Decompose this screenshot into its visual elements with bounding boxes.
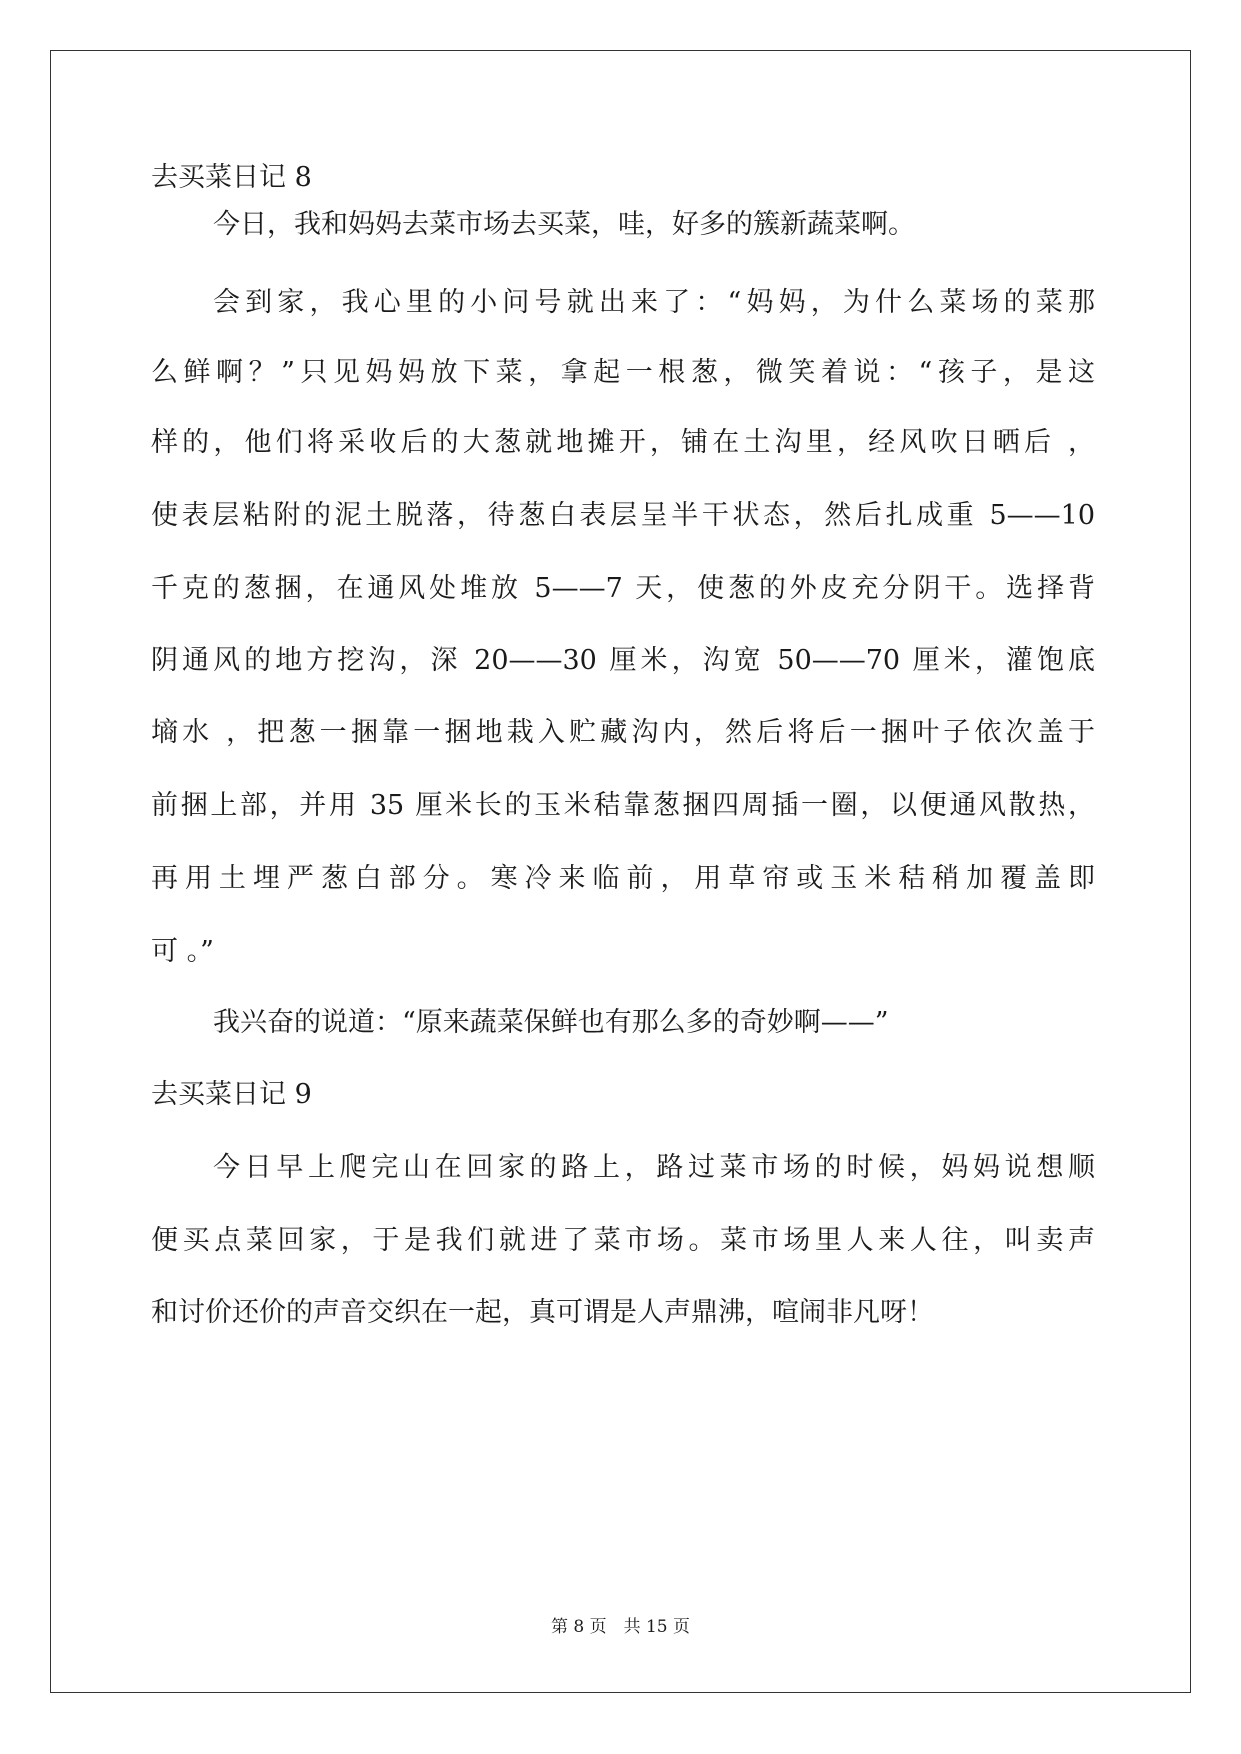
paragraph-line: 阴通风的地方挖沟，深 20——30 厘米，沟宽 50——70 厘米，灌饱底 (151, 645, 1095, 676)
paragraph-line: 使表层粘附的泥土脱落，待葱白表层呈半干状态，然后扎成重 5——10 (151, 500, 1095, 531)
page-number: 第 8 页 共 15 页 (550, 1617, 691, 1637)
section-heading: 去买菜日记 9 (151, 1079, 312, 1110)
paragraph-line: 再用土埋严葱白部分。寒冷来临前，用草帘或玉米秸稍加覆盖即 (151, 863, 1095, 894)
paragraph-line: 么鲜啊？”只见妈妈放下菜，拿起一根葱，微笑着说：“孩子，是这 (151, 357, 1095, 388)
paragraph-line: 便买点菜回家，于是我们就进了菜市场。菜市场里人来人往，叫卖声 (151, 1225, 1095, 1256)
paragraph-line: 墒水 ，把葱一捆靠一捆地栽入贮藏沟内，然后将后一捆叶子依次盖于 (151, 717, 1095, 748)
paragraph-line: 可 。” (151, 936, 214, 967)
paragraph-line: 今日早上爬完山在回家的路上，路过菜市场的时候，妈妈说想顺 (213, 1152, 1095, 1183)
paragraph-line: 前捆上部，并用 35 厘米长的玉米秸靠葱捆四周插一圈，以便通风散热， (151, 790, 1095, 821)
paragraph-line: 样的，他们将采收后的大葱就地摊开，铺在土沟里，经风吹日晒后 ， (151, 427, 1095, 458)
paragraph-line: 千克的葱捆，在通风处堆放 5——7 天，使葱的外皮充分阴干。选择背 (151, 573, 1095, 604)
paragraph-line: 今日，我和妈妈去菜市场去买菜，哇，好多的簇新蔬菜啊。 (213, 209, 915, 240)
paragraph-line: 我兴奋的说道：“原来蔬菜保鲜也有那么多的奇妙啊——” (213, 1007, 889, 1038)
paragraph-line: 会到家，我心里的小问号就出来了：“妈妈，为什么菜场的菜那 (213, 287, 1095, 318)
paragraph-line: 和讨价还价的声音交织在一起，真可谓是人声鼎沸，喧闹非凡呀！ (151, 1297, 934, 1328)
section-heading: 去买菜日记 8 (151, 162, 312, 193)
